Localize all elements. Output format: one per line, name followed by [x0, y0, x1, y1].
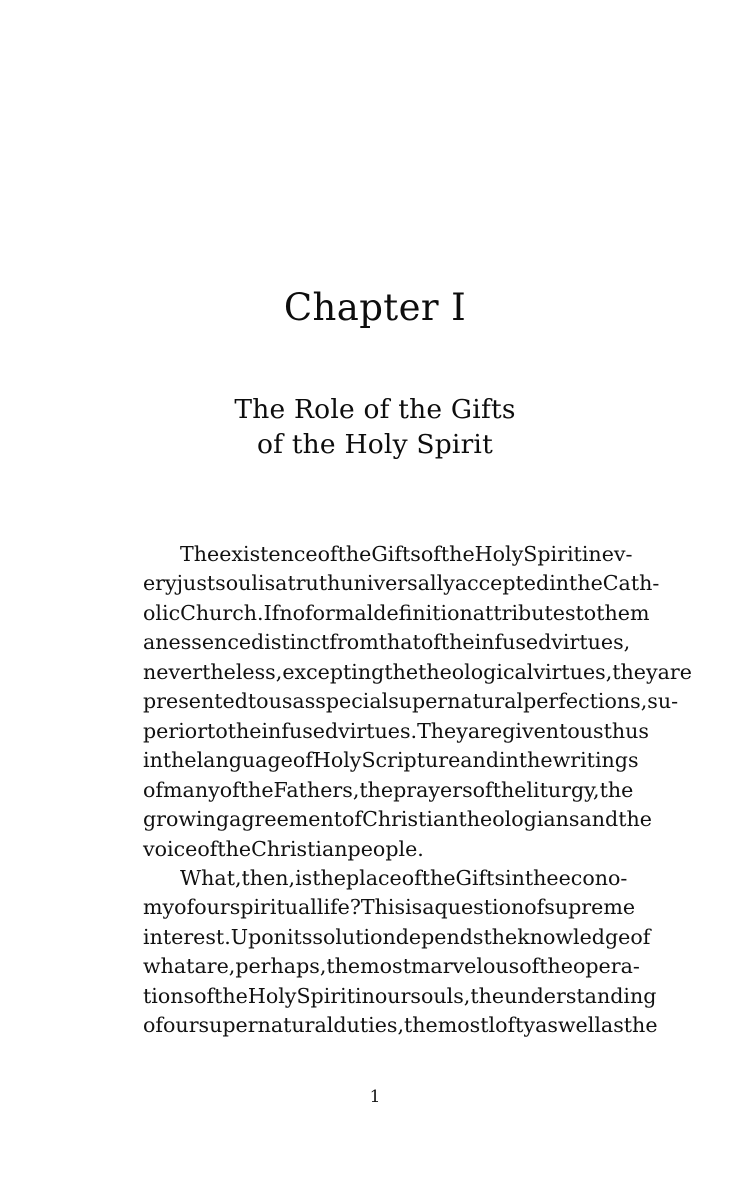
word: Spirit: [523, 542, 582, 566]
word: to: [575, 600, 597, 625]
word: the: [492, 777, 527, 802]
word: is: [405, 895, 423, 920]
word: most: [360, 954, 411, 979]
word: the: [384, 659, 419, 684]
word: special: [315, 689, 389, 714]
word: as: [292, 689, 316, 714]
word: well: [557, 1013, 601, 1038]
word: in: [581, 542, 602, 566]
word: people.: [347, 836, 424, 861]
word: existence: [219, 542, 318, 566]
word: accepted: [454, 571, 550, 596]
word: of: [630, 924, 651, 949]
word: knowledge: [517, 924, 631, 949]
word: the: [599, 777, 634, 802]
word: the: [623, 1013, 658, 1038]
word: theological: [418, 659, 534, 684]
word: question: [434, 895, 525, 920]
word: the: [326, 954, 361, 979]
word: essence: [168, 630, 252, 655]
word: writings: [552, 748, 639, 773]
body-line: [143, 628, 631, 657]
word: definition: [373, 600, 473, 625]
word: the: [162, 748, 197, 773]
word: in: [499, 748, 519, 773]
word: of: [194, 983, 215, 1008]
word: tions: [143, 983, 195, 1008]
word: marvelous: [410, 954, 520, 979]
word: are,: [194, 954, 236, 979]
word: the: [214, 983, 248, 1008]
word: of: [524, 895, 545, 920]
word: understanding: [504, 983, 657, 1008]
word: presented: [143, 689, 248, 714]
word: of: [219, 777, 240, 802]
word: as: [535, 1013, 558, 1038]
word: the: [618, 807, 652, 832]
body-line: [143, 864, 628, 893]
word: Holy: [312, 748, 362, 773]
word: given: [502, 718, 560, 743]
word: perior: [143, 718, 208, 743]
chapter-title: Chapter I: [283, 286, 467, 329]
word: of: [420, 630, 441, 655]
word: to: [559, 718, 580, 743]
word: perhaps,: [235, 954, 327, 979]
word: liturgy,: [526, 777, 600, 802]
word: the: [404, 1013, 438, 1038]
body-line: [143, 746, 639, 775]
paragraph-indent: [143, 540, 180, 569]
word: our: [194, 895, 230, 920]
word: they: [612, 659, 658, 684]
body-line: [143, 893, 636, 922]
word: of: [342, 807, 363, 832]
word: are: [657, 659, 692, 684]
body-line: [143, 717, 649, 746]
word: They: [417, 718, 468, 743]
body-line: [143, 569, 660, 598]
chapter-subtitle: [0, 392, 750, 462]
word: of: [401, 865, 422, 890]
word: my: [143, 895, 175, 920]
word: the: [440, 542, 475, 566]
body-line: [143, 835, 609, 864]
word: from: [329, 630, 379, 655]
word: Spirit: [296, 983, 356, 1008]
word: an: [143, 630, 169, 655]
word: the: [227, 718, 262, 743]
word: of: [197, 836, 218, 861]
word: What,: [180, 865, 242, 890]
word: Upon: [230, 924, 287, 949]
word: the: [539, 954, 573, 979]
word: nevertheless,: [143, 659, 283, 684]
word: to: [247, 689, 269, 714]
word: voice: [143, 836, 198, 861]
word: the: [440, 630, 475, 655]
word: olic: [143, 600, 181, 625]
word: depends: [395, 924, 484, 949]
word: of: [143, 777, 164, 802]
word: If: [263, 600, 280, 625]
body-line: [143, 952, 640, 981]
word: formal: [305, 600, 374, 625]
word: Christian: [251, 836, 348, 861]
word: life?: [316, 895, 361, 920]
word: supernatural: [198, 1013, 334, 1038]
word: attributes: [472, 600, 576, 625]
word: of: [519, 954, 540, 979]
word: thus: [603, 718, 649, 743]
word: a: [422, 895, 435, 920]
word: Fathers,: [273, 777, 360, 802]
body-line: [143, 982, 657, 1011]
word: Gifts: [371, 542, 421, 566]
body-line: [143, 540, 633, 569]
word: and: [579, 807, 619, 832]
word: the: [337, 542, 372, 566]
page-number: 1: [369, 1087, 381, 1107]
word: the: [217, 836, 252, 861]
word: no: [279, 600, 306, 625]
word: most: [437, 1013, 489, 1038]
word: growing: [143, 807, 230, 832]
word: them: [596, 600, 650, 625]
word: of: [292, 748, 313, 773]
word: Christian: [362, 807, 459, 832]
chapter-subtitle-line-1: The Role of the Gifts: [234, 394, 516, 425]
word: the: [483, 924, 518, 949]
paragraph-indent: [143, 864, 180, 893]
word: excepting: [282, 659, 385, 684]
word: the: [239, 777, 274, 802]
word: econo-: [558, 865, 628, 890]
body-line: [143, 923, 651, 952]
word: spiritual: [229, 895, 317, 920]
word: to: [207, 718, 228, 743]
word: that: [378, 630, 421, 655]
word: of: [174, 895, 195, 920]
word: duties,: [333, 1013, 405, 1038]
word: of: [420, 542, 441, 566]
word: perfections,: [523, 689, 648, 714]
word: the: [421, 865, 456, 890]
word: ery: [143, 571, 177, 596]
word: many: [163, 777, 220, 802]
word: distinct: [251, 630, 330, 655]
word: Scripture: [361, 748, 461, 773]
word: the: [359, 777, 394, 802]
word: Holy: [247, 983, 297, 1008]
word: virtues.: [338, 718, 418, 743]
body-line: [143, 1011, 658, 1040]
word: in: [549, 571, 570, 596]
word: in: [355, 983, 375, 1008]
word: interest.: [143, 924, 231, 949]
body-line: [143, 599, 650, 628]
word: of: [317, 542, 338, 566]
word: then,: [241, 865, 296, 890]
word: is: [258, 571, 276, 596]
word: su-: [647, 689, 679, 714]
word: opera-: [572, 954, 640, 979]
word: us: [268, 689, 293, 714]
word: agreement: [229, 807, 343, 832]
word: are: [467, 718, 503, 743]
word: truth: [287, 571, 341, 596]
body-line: [143, 776, 634, 805]
word: as: [600, 1013, 624, 1038]
word: theologians: [458, 807, 580, 832]
word: our: [374, 983, 411, 1008]
word: lofty: [488, 1013, 536, 1038]
body-paragraph: [143, 540, 692, 864]
word: Holy: [474, 542, 524, 566]
word: of: [472, 777, 493, 802]
word: Church.: [180, 600, 264, 625]
body-line: [143, 805, 652, 834]
word: infused: [474, 630, 552, 655]
word: what: [143, 954, 195, 979]
word: Gifts: [455, 865, 506, 890]
word: the: [518, 748, 553, 773]
body-line: [143, 658, 692, 687]
word: solution: [312, 924, 396, 949]
word: of: [143, 1013, 164, 1038]
body-line: [143, 687, 679, 716]
word: universally: [340, 571, 455, 596]
word: the: [569, 571, 603, 596]
word: in: [505, 865, 525, 890]
word: The: [180, 542, 220, 566]
word: is: [295, 865, 313, 890]
chapter-subtitle-line-2: of the Holy Spirit: [257, 429, 493, 460]
word: ev-: [601, 542, 633, 566]
word: a: [275, 571, 288, 596]
word: soul: [215, 571, 258, 596]
word: language: [196, 748, 293, 773]
word: the: [470, 983, 505, 1008]
word: This: [360, 895, 406, 920]
word: virtues,: [551, 630, 631, 655]
word: place: [345, 865, 402, 890]
word: infused: [261, 718, 339, 743]
body-text-column: [143, 540, 692, 1041]
word: souls,: [410, 983, 471, 1008]
word: the: [312, 865, 346, 890]
word: prayers: [393, 777, 473, 802]
word: Cath-: [602, 571, 660, 596]
word: virtues,: [533, 659, 613, 684]
word: and: [460, 748, 500, 773]
word: in: [143, 748, 163, 773]
word: its: [286, 924, 313, 949]
word: the: [524, 865, 559, 890]
body-paragraph: [143, 864, 658, 1041]
word: supreme: [544, 895, 636, 920]
word: us: [579, 718, 604, 743]
word: just: [176, 571, 216, 596]
word: supernatural: [388, 689, 524, 714]
word: our: [163, 1013, 199, 1038]
